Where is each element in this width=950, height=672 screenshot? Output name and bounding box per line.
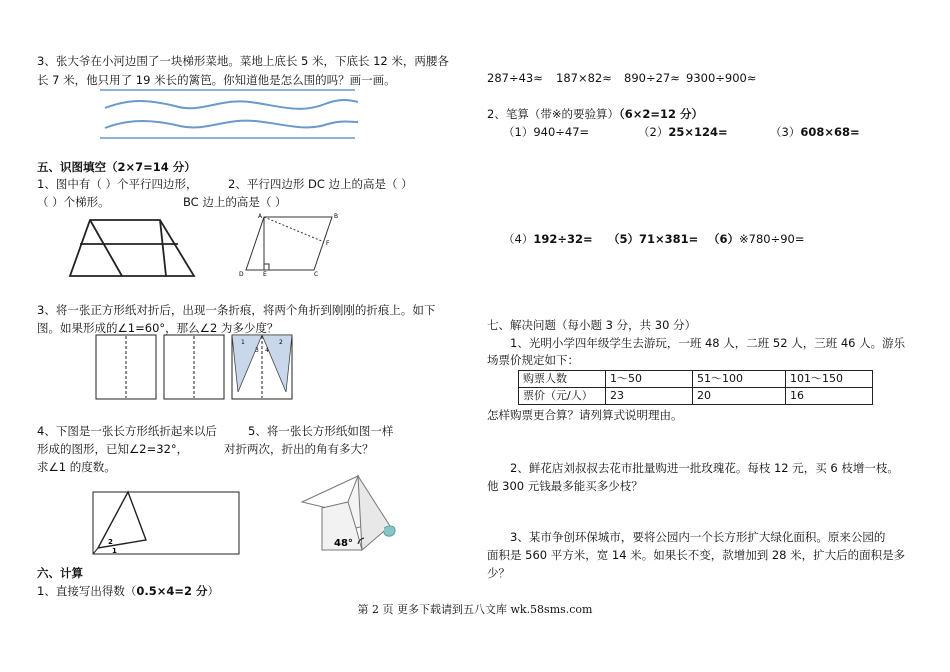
- fold-square-1: [95, 334, 157, 400]
- s6-q1-score: 0.5×4=2 分: [136, 584, 208, 598]
- s5-q5-line1: 5、将一张长方形纸如图一样: [248, 424, 394, 438]
- angle-label-3: 3: [255, 347, 259, 354]
- s5-q1-text-cont: （ ）个梯形。: [37, 195, 110, 209]
- q3-text-line2: 长 7 米，他只用了 19 米长的篱笆。你知道他是怎么围的吗？画一画。: [37, 73, 396, 87]
- s5-q3-line2: 图。如果形成的∠1=60°，那么∠2 为多少度？: [37, 321, 279, 335]
- label-B: B: [334, 213, 339, 220]
- s5-q5-line2: 对折两次，折出的角有多大？: [224, 442, 374, 456]
- calc-title-text: 2、笔算（带※的要验算）: [487, 107, 619, 121]
- s5-q4-line1: 4、下图是一张长方形纸折起来以后: [37, 424, 217, 438]
- s5-q4-line2: 形成的图形，已知∠2=32°，: [37, 442, 189, 456]
- p2-line1: 2、鲜花店刘叔叔去花市批量购进一批玫瑰花。每枝 12 元，买 6 枝增一枝。: [510, 461, 899, 475]
- p3-line2: 面积是 560 平方米，宽 14 米。如果长不变，款增加到 28 米，扩大后的面积是多: [487, 548, 906, 562]
- label-F: F: [326, 240, 330, 247]
- estimate-4: 9300÷900≈: [686, 71, 757, 85]
- section-7-title: 七、解决问题（每小题 3 分，共 30 分）: [487, 318, 697, 332]
- q3-text-line1: 3、张大爷在小河边围了一块梯形菜地。菜地上底长 5 米，下底长 12 米，两腰各: [37, 54, 449, 68]
- calc-item-6-num: （6）: [708, 232, 740, 246]
- s6-q1-suffix: ）: [207, 584, 219, 598]
- p1-line2: 场票价规定如下：: [487, 353, 579, 367]
- folded-rectangle-figure: [92, 490, 242, 556]
- folded-paper-figure: [300, 472, 405, 552]
- calc-item-1-expr: 940÷47=: [533, 125, 590, 139]
- label-C: C: [314, 271, 319, 278]
- table-cell: 票价（元/人）: [519, 388, 606, 405]
- s5-q4-line3: 求∠1 的度数。: [37, 460, 116, 474]
- s5-q1-text: 1、图中有（ ）个平行四边形，: [37, 177, 198, 191]
- angle-label-4: 4: [265, 347, 269, 354]
- table-row: [519, 371, 873, 388]
- parallelogram-figure: [234, 212, 344, 278]
- table-cell: 1～50: [606, 371, 693, 388]
- table-cell: 23: [606, 388, 693, 405]
- angle-label-1: 1: [112, 547, 117, 555]
- estimate-1: 287÷43≈: [487, 71, 543, 85]
- s5-q2-text-cont: BC 边上的高是（ ）: [183, 195, 287, 209]
- estimate-2: 187×82≈: [556, 71, 612, 85]
- calc-item-1-num: （1）: [503, 125, 534, 139]
- table-cell: 20: [693, 388, 786, 405]
- calc-item-5-expr: 71×381=: [639, 232, 699, 246]
- label-D: D: [239, 271, 244, 278]
- section-6-title: 六、计算: [37, 566, 83, 580]
- fare-table: [518, 370, 873, 405]
- p1-line3: 怎样购票更合算？请列算式说明理由。: [487, 408, 683, 422]
- fold-square-2: [163, 334, 225, 400]
- table-cell: 16: [786, 388, 873, 405]
- calc-item-2-expr: 25×124=: [668, 125, 728, 139]
- fold-square-3: [231, 334, 293, 400]
- label-A: A: [258, 213, 263, 220]
- calc-item-2-num: （2）: [638, 125, 669, 139]
- angle-48-label: 48°: [334, 538, 353, 549]
- p2-line2: 他 300 元钱最多能买多少枝？: [487, 479, 643, 493]
- calc-title-score: （6×2=12 分）: [618, 107, 703, 121]
- calc-item-3: [770, 124, 860, 140]
- s5-q2-text: 2、平行四边形 DC 边上的高是（ ）: [228, 177, 413, 191]
- table-cell: 购票人数: [519, 371, 606, 388]
- calc-item-1: [503, 124, 589, 140]
- table-cell: 101～150: [786, 371, 873, 388]
- p1-line1: 1、光明小学四年级学生去游玩，一班 48 人，二班 52 人，三班 46 人。游乐: [510, 336, 906, 350]
- s6-q1-prefix: 1、直接写出得数（: [37, 584, 137, 598]
- calc-item-3-expr: 608×68=: [800, 125, 860, 139]
- calc-item-5: [608, 231, 698, 247]
- s6-q1-text: [37, 583, 219, 599]
- table-row: [519, 388, 873, 405]
- calc-item-3-num: （3）: [770, 125, 801, 139]
- s5-q3-line1: 3、将一张正方形纸对折后，出现一条折痕，将两个角折到刚刚的折痕上。如下: [37, 303, 436, 317]
- calc-item-6-expr: ※780÷90=: [739, 232, 805, 246]
- angle-label-1: 1: [241, 339, 245, 346]
- calc-item-4: [503, 231, 593, 247]
- angle-label-2: 2: [279, 339, 283, 346]
- label-E: E: [263, 271, 267, 278]
- estimate-3: 890÷27≈: [624, 71, 680, 85]
- river-figure: [100, 88, 360, 148]
- calc-title: [487, 106, 703, 122]
- calc-item-5-num: （5）: [608, 232, 640, 246]
- p3-line3: 少？: [487, 566, 510, 580]
- p3-line1: 3、某市争创环保城市，要将公园内一个长方形扩大绿化面积。原来公园的: [510, 530, 886, 544]
- page-footer: 第 2 页 更多下载请到五八文库 wk.58sms.com: [357, 603, 593, 616]
- section-5-title: 五、识图填空（2×7=14 分）: [37, 160, 196, 174]
- calc-item-6: [708, 231, 805, 247]
- angle-label-2: 2: [108, 538, 113, 546]
- trapezoid-figure: [68, 218, 198, 280]
- calc-item-4-num: （4）: [503, 232, 534, 246]
- table-cell: 51～100: [693, 371, 786, 388]
- calc-item-4-expr: 192÷32=: [533, 232, 593, 246]
- calc-item-2: [638, 124, 728, 140]
